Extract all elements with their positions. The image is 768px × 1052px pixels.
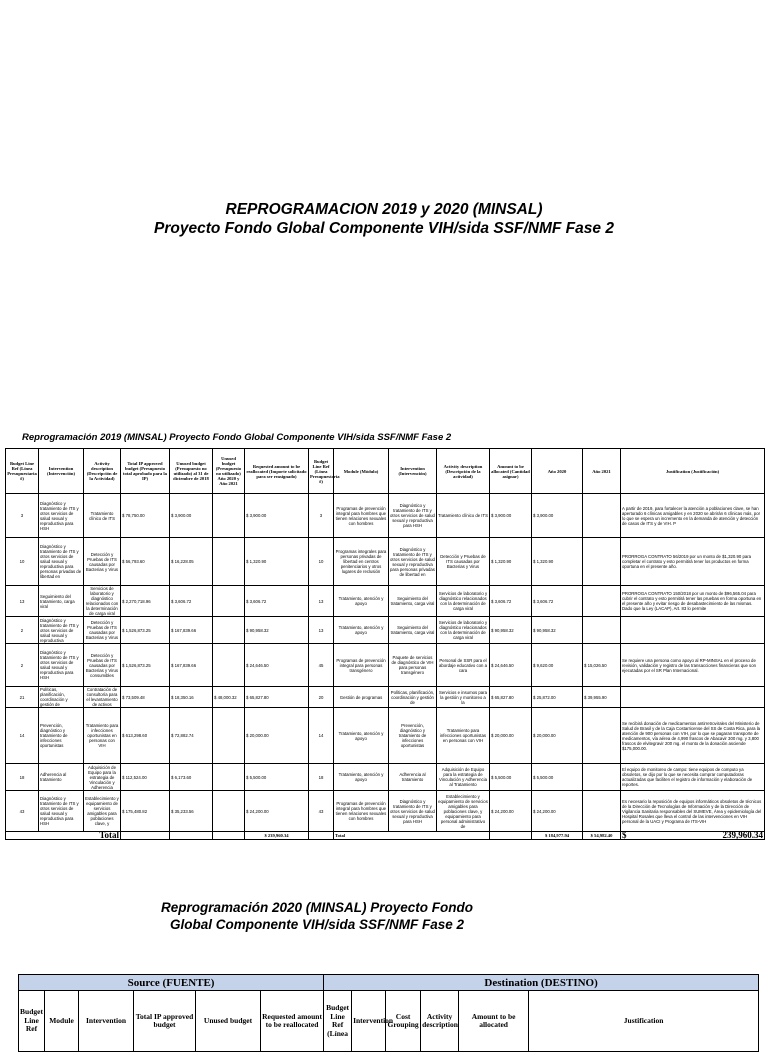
total-budget-cell: $ 112,524.00 [121, 764, 170, 791]
activity-cell: Tratamiento clínico de ITS [84, 494, 121, 538]
total-budget-cell: $ 2,270,718.96 [121, 586, 170, 617]
justification-cell: Se requiere una persona como apoyo al RP-MINSAL en el proceso de revisión, validación y registro de las transacciones financieras que son ejecutadas por el SR Plan Internacional. [621, 644, 765, 687]
budget-line-cell: 18 [6, 764, 39, 791]
table-2020-title-line-1: Reprogramación 2020 (MINSAL) Proyecto Fondo [160, 900, 474, 915]
module-cell: Programas de prevención integral para hombres que tienen relaciones sexuales con hombres [334, 494, 389, 538]
empty-cell [170, 832, 213, 840]
dest-intervention-cell: Diagnóstico y tratamiento de ITS y otros servicios de salud sexual y reproductiva para HSH [389, 494, 437, 538]
unused-budget-cell: $ 3,900.00 [170, 494, 213, 538]
total-budget-cell: $ 73,509.48 [121, 687, 170, 708]
year-2021-cell [583, 708, 621, 764]
amount-allocated-cell: $ 20,000.00 [490, 708, 532, 764]
dest-intervention-cell: Paquete de servicios de diagnóstico de VIH para personas transgénero [389, 644, 437, 687]
empty-cell [490, 832, 532, 840]
table-2019-caption: Reprogramación 2019 (MINSAL) Proyecto Fondo Global Componente VIH/sida SSF/NMF Fase 2 [22, 432, 452, 443]
amount-allocated-cell: $ 3,900.00 [490, 494, 532, 538]
col-header: Intervention (Intervención) [39, 449, 84, 494]
col-header: Justification (Justificación) [621, 449, 765, 494]
total-budget-cell: $ 1,526,873.25 [121, 644, 170, 687]
intervention-cell: Diagnóstico y tratamiento de ITS y otros servicios de salud sexual y reproductiva para HSH [39, 494, 84, 538]
dest-activity-cell: Adquisición de Equipo para la estrategia de Vinculación y Adherencia al Tratamiento [437, 764, 490, 791]
unused-budget-cell: $ 35,233.56 [170, 791, 213, 832]
year-2020-cell: $ 3,606.72 [532, 586, 583, 617]
module-cell: Gestión de programas [334, 687, 389, 708]
table-row [6, 708, 765, 764]
budget-line-cell: 14 [6, 708, 39, 764]
col-header: Cost Grouping [386, 991, 421, 1052]
table-row [6, 791, 765, 832]
module-cell: Tratamiento, atención y apoyo [334, 586, 389, 617]
intervention-cell: Diagnóstico y tratamiento de ITS y otros servicios de salud sexual y reproductiva [39, 617, 84, 644]
year-2020-cell: $ 1,320.90 [532, 538, 583, 586]
dest-activity-cell: Servicios de laboratorio y diagnóstico relacionados con la determinación de carga viral [437, 586, 490, 617]
dest-budget-line-cell: 18 [309, 764, 334, 791]
report-title-line-1: REPROGRAMACION 2019 y 2020 (MINSAL) [225, 201, 543, 218]
intervention-cell: Políticas, planificación, coordinación y gestión de [39, 687, 84, 708]
unused-budget-cell: $ 3,606.72 [170, 586, 213, 617]
unused-budget-cell: $ 16,228.05 [170, 538, 213, 586]
activity-cell: Detección y Pruebas de ITS causadas por Bacterias y Virus [84, 538, 121, 586]
budget-line-cell: 13 [6, 586, 39, 617]
dest-budget-line-cell: 45 [309, 644, 334, 687]
table-row [6, 538, 765, 586]
justification-cell [621, 617, 765, 644]
col-header: Año 2020 [532, 449, 583, 494]
table-row [6, 687, 765, 708]
amount-allocated-cell: $ 1,320.90 [490, 538, 532, 586]
col-header: Amount to be allocated [459, 991, 529, 1052]
dest-intervention-cell: Seguimiento del tratamiento, carga viral [389, 586, 437, 617]
table-row [6, 764, 765, 791]
dest-intervention-cell: Diagnóstico y tratamiento de ITS y otros servicios de salud sexual y reproductiva para personas privadas de libertad en [389, 538, 437, 586]
intervention-cell: Prevención, diagnóstico y tratamiento de infecciones oportunistas [39, 708, 84, 764]
dest-budget-line-cell: 14 [309, 708, 334, 764]
unused-budget-2020-cell [213, 644, 245, 687]
budget-line-cell: 43 [6, 791, 39, 832]
col-header: Requested amount to be reallocated [261, 991, 324, 1052]
unused-budget-cell: $ 167,839.66 [170, 644, 213, 687]
unused-budget-cell: $ 18,350.16 [170, 687, 213, 708]
col-header: Budget Line Ref (Línea [324, 991, 352, 1052]
destination-group-header: Destination (DESTINO) [324, 975, 759, 991]
requested-amount-cell: $ 24,200.00 [245, 791, 309, 832]
unused-budget-2020-cell [213, 791, 245, 832]
table-2020-header-row [19, 991, 759, 1052]
year-2020-cell: $ 5,500.00 [532, 764, 583, 791]
table-2019-header-row [6, 449, 765, 494]
activity-cell: Detección y Pruebas de ITS causadas por Bacterias y Virus [84, 617, 121, 644]
requested-amount-cell: $ 3,900.00 [245, 494, 309, 538]
year-2020-cell: $ 25,872.00 [532, 687, 583, 708]
grand-total-value: 239,960.34 [722, 830, 763, 840]
dest-activity-cell: Personal de SSR para el abordaje educativo con a cara [437, 644, 490, 687]
activity-cell: Detección y Pruebas de ITS causadas por Bacterias y Virus consumibles [84, 644, 121, 687]
table-row [6, 644, 765, 687]
amount-allocated-cell: $ 24,646.50 [490, 644, 532, 687]
module-cell: Programas de prevención integral para personas transgénero [334, 644, 389, 687]
requested-amount-cell: $ 90,958.32 [245, 617, 309, 644]
col-header: Activity description [421, 991, 459, 1052]
dest-intervention-cell: Adherencia al tratamiento [389, 764, 437, 791]
year-2021-cell [583, 617, 621, 644]
col-header: Budget Line Ref (Línea Presupuestaria #) [6, 449, 39, 494]
justification-cell: Se recibirá donación de medicamentos antirretrovirales del Ministerio de Salud de Brasil y de la Caja Costarricense del SS de Costa Rica, para la atención de 900 personas con VIH, por lo que se pagaran transporte de medicamentos, vía aérea de 4,990 frascos de Abacavir 300 mg. y 3,800 frascos de elvitegravir 200 mg. el monto de la donación asciende $175,000.00. [621, 708, 765, 764]
year-2020-cell: $ 90,958.32 [532, 617, 583, 644]
activity-cell: Servicios de laboratorio y diagnóstico relacionados con la determinación de carga viral [84, 586, 121, 617]
col-header: Activity description (Descripción de la actividad) [437, 449, 490, 494]
col-header: Module (Módulo) [334, 449, 389, 494]
module-cell: Programas de prevención integral para hombres que tienen relaciones sexuales con hombres [334, 791, 389, 832]
col-header: Total IP approved budget (Presupuesto total aprobado para la IP) [121, 449, 170, 494]
requested-amount-cell: $ 65,827.80 [245, 687, 309, 708]
budget-line-cell: 3 [6, 494, 39, 538]
col-header: Activity description (Descripción de la Actividad) [84, 449, 121, 494]
dest-activity-cell: Servicios e insumos para la gestión y monitoreo a la [437, 687, 490, 708]
intervention-cell: Diagnóstico y tratamiento de ITS y otros servicios de salud sexual y reproductiva para HSH [39, 791, 84, 832]
total-label: Total [6, 832, 121, 840]
col-header: Unused budget (Presupuesto no utilizado) Año 2020 y Año 2021 [213, 449, 245, 494]
year-2021-cell [583, 586, 621, 617]
justification-cell: PRORROGA CONTRATO 150/2018 por un monto de $96,565.04 para cubrir el contrato y esto permitirá tener las pruebas en forma oportuna en el presente año y evitar riesgo de desabastecimiento de las mismas. Dado que la Ley (LACAP), Art. 83 lo permite [621, 586, 765, 617]
budget-line-cell: 10 [6, 538, 39, 586]
col-header: Justification [529, 991, 759, 1052]
unused-budget-2020-cell [213, 764, 245, 791]
col-header: Amount to be allocated (Cantidad asignar) [490, 449, 532, 494]
module-cell: Tratamiento, atención y apoyo [334, 708, 389, 764]
total-requested: $ 239,960.34 [245, 832, 309, 840]
dest-activity-cell: Establecimiento y equipamiento de servicios amigables para poblaciones clave, y equipamiento para personal administrativo de [437, 791, 490, 832]
dest-budget-line-cell: 10 [309, 538, 334, 586]
intervention-cell: Diagnóstico y tratamiento de ITS y otros servicios de salud sexual y reproductiva para personas privadas de libertad en [39, 538, 84, 586]
justification-cell: PRORROGA CONTRATO 56/2019 por un monto de $1,320.90 para completar el contrato y esto permitirá tener los productos en forma oportuna en el presente año. [621, 538, 765, 586]
year-2020-cell: $ 9,620.00 [532, 644, 583, 687]
intervention-cell: Seguimiento del tratamiento, carga viral [39, 586, 84, 617]
dest-activity-cell: Tratamiento clínico de ITS [437, 494, 490, 538]
amount-allocated-cell: $ 3,606.72 [490, 586, 532, 617]
col-header: Requested amount to be reallocated (Importe solicitado para ser reasignado) [245, 449, 309, 494]
unused-budget-cell: $ 167,839.66 [170, 617, 213, 644]
col-header: Intervention (Intervención) [389, 449, 437, 494]
col-header: Total IP approved budget [134, 991, 196, 1052]
year-2020-cell: $ 20,000.00 [532, 708, 583, 764]
unused-budget-2020-cell [213, 617, 245, 644]
empty-cell [121, 832, 170, 840]
empty-cell [213, 832, 245, 840]
col-header: Año 2021 [583, 449, 621, 494]
budget-line-cell: 21 [6, 687, 39, 708]
total-2021: $ 54,982.40 [583, 832, 621, 840]
activity-cell: Establecimiento y equipamiento de servicios amigables para poblaciones clave, y [84, 791, 121, 832]
table-row [6, 494, 765, 538]
module-cell: Tratamiento, atención y apoyo [334, 617, 389, 644]
source-group-header: Source (FUENTE) [19, 975, 324, 991]
unused-budget-cell: $ 72,882.74 [170, 708, 213, 764]
year-2021-cell [583, 764, 621, 791]
dest-budget-line-cell: 3 [309, 494, 334, 538]
year-2021-cell: $ 39,955.90 [583, 687, 621, 708]
total-budget-cell: $ 1,526,873.25 [121, 617, 170, 644]
dest-activity-cell: Servicios de laboratorio y diagnóstico relacionados con la determinación de carga viral [437, 617, 490, 644]
unused-budget-2020-cell [213, 494, 245, 538]
amount-allocated-cell: $ 24,200.00 [490, 791, 532, 832]
total-2020: $ 184,977.94 [532, 832, 583, 840]
justification-cell: A partir de 2019, para fortalecer la atención a poblaciones clave, se han aperturado 6 clínicas amigables y en 2020 se abrirán 6 clínicas más, por lo que se espera un incremento en la demanda de atención y detección de casos de ITS y de VIH. P [621, 494, 765, 538]
activity-cell: Tratamiento para infecciones oportunistas en personas con VIH [84, 708, 121, 764]
requested-amount-cell: $ 5,500.00 [245, 764, 309, 791]
justification-cell [621, 687, 765, 708]
budget-line-cell: 2 [6, 617, 39, 644]
table-2020-title-line-2: Global Componente VIH/sida SSF/NMF Fase 2 [169, 917, 465, 932]
year-2021-cell [583, 791, 621, 832]
intervention-cell: Adherencia al tratamiento [39, 764, 84, 791]
unused-budget-cell: $ 6,173.60 [170, 764, 213, 791]
col-header: Intervention [79, 991, 134, 1052]
amount-allocated-cell: $ 5,500.00 [490, 764, 532, 791]
intervention-cell: Diagnóstico y tratamiento de ITS y otros servicios de salud sexual y reproductiva para HSH [39, 644, 84, 687]
activity-cell: Contratación de consultoría para el levantamiento de activos [84, 687, 121, 708]
total-budget-cell: $ 175,480.82 [121, 791, 170, 832]
module-cell: Tratamiento, atención y apoyo [334, 764, 389, 791]
budget-line-cell: 2 [6, 644, 39, 687]
col-header: Unused budget (Presupuesto no utilizado) al 31 de diciembre de 2018 [170, 449, 213, 494]
reprogramming-2020-table [18, 974, 759, 1052]
table-2020-group-row [19, 975, 759, 991]
activity-cell: Adquisición de Equipo para la estrategia de Vinculación y Adherencia [84, 764, 121, 791]
dest-activity-cell: Tratamiento para infecciones oportunistas en personas con VIH [437, 708, 490, 764]
total-budget-cell: $ 56,793.60 [121, 538, 170, 586]
dest-intervention-cell: Seguimiento del tratamiento, carga viral [389, 617, 437, 644]
unused-budget-2020-cell [213, 538, 245, 586]
dest-budget-line-cell: 13 [309, 586, 334, 617]
requested-amount-cell: $ 3,606.72 [245, 586, 309, 617]
justification-cell: El equipo de monitoreo de campo: tiene equipos de computo ya obsoletos, se dijo por lo que se necesita comprar computadoras actualizadas que faciliten el registro de información y elaboración de reportes. [621, 764, 765, 791]
total-label-destination: Total [334, 832, 490, 840]
year-2021-cell [583, 538, 621, 586]
dest-intervention-cell: Diagnóstico y tratamiento de ITS y otros servicios de salud sexual y reproductiva para HSH [389, 791, 437, 832]
grand-total [621, 832, 765, 840]
module-cell: Programas integrales para personas privadas de libertad en centros penitenciarios y otros lugares de reclusión [334, 538, 389, 586]
col-header: Budget Line Ref (Línea Presupuestaria #) [309, 449, 334, 494]
col-header: Module [45, 991, 79, 1052]
reprogramming-2019-table [5, 448, 765, 840]
year-2020-cell: $ 3,900.00 [532, 494, 583, 538]
requested-amount-cell: $ 20,000.00 [245, 708, 309, 764]
empty-cell [309, 832, 334, 840]
col-header: Unused budget [196, 991, 261, 1052]
dest-intervention-cell: Prevención, diagnóstico y tratamiento de infecciones oportunistas [389, 708, 437, 764]
dest-budget-line-cell: 20 [309, 687, 334, 708]
year-2021-cell [583, 494, 621, 538]
dest-intervention-cell: Políticas, planificación, coordinación y gestión de [389, 687, 437, 708]
year-2021-cell: $ 15,026.50 [583, 644, 621, 687]
unused-budget-2020-cell: $ 48,000.32 [213, 687, 245, 708]
table-row [6, 617, 765, 644]
grand-total-symbol: $ [622, 830, 627, 840]
table-row [6, 586, 765, 617]
dest-budget-line-cell: 43 [309, 791, 334, 832]
report-title-line-2: Proyecto Fondo Global Componente VIH/sida SSF/NMF Fase 2 [154, 220, 614, 237]
year-2020-cell: $ 24,200.00 [532, 791, 583, 832]
total-budget-cell: $ 613,298.60 [121, 708, 170, 764]
unused-budget-2020-cell [213, 708, 245, 764]
amount-allocated-cell: $ 65,827.80 [490, 687, 532, 708]
justification-cell: Es necesario la reposición de equipos informáticos obsoletos de técnicos de la Dirección de Tecnologías de Información y de la Dirección de Vigilancia Sanitaria responsables del SUMEVE, Área y epidemiología del Hospital Rosales que lleva el control de las intervenciones en VIH personal de la UACI y Programa de ITS-VIH [621, 791, 765, 832]
col-header: Intervention [352, 991, 386, 1052]
requested-amount-cell: $ 1,320.90 [245, 538, 309, 586]
table-2019-total-row [6, 832, 765, 840]
dest-activity-cell: Detección y Pruebas de ITS causadas por Bacterias y Virus [437, 538, 490, 586]
amount-allocated-cell: $ 90,958.32 [490, 617, 532, 644]
col-header: Budget Line Ref [19, 991, 45, 1052]
dest-budget-line-cell: 13 [309, 617, 334, 644]
requested-amount-cell: $ 24,646.50 [245, 644, 309, 687]
unused-budget-2020-cell [213, 586, 245, 617]
total-budget-cell: $ 78,750.00 [121, 494, 170, 538]
